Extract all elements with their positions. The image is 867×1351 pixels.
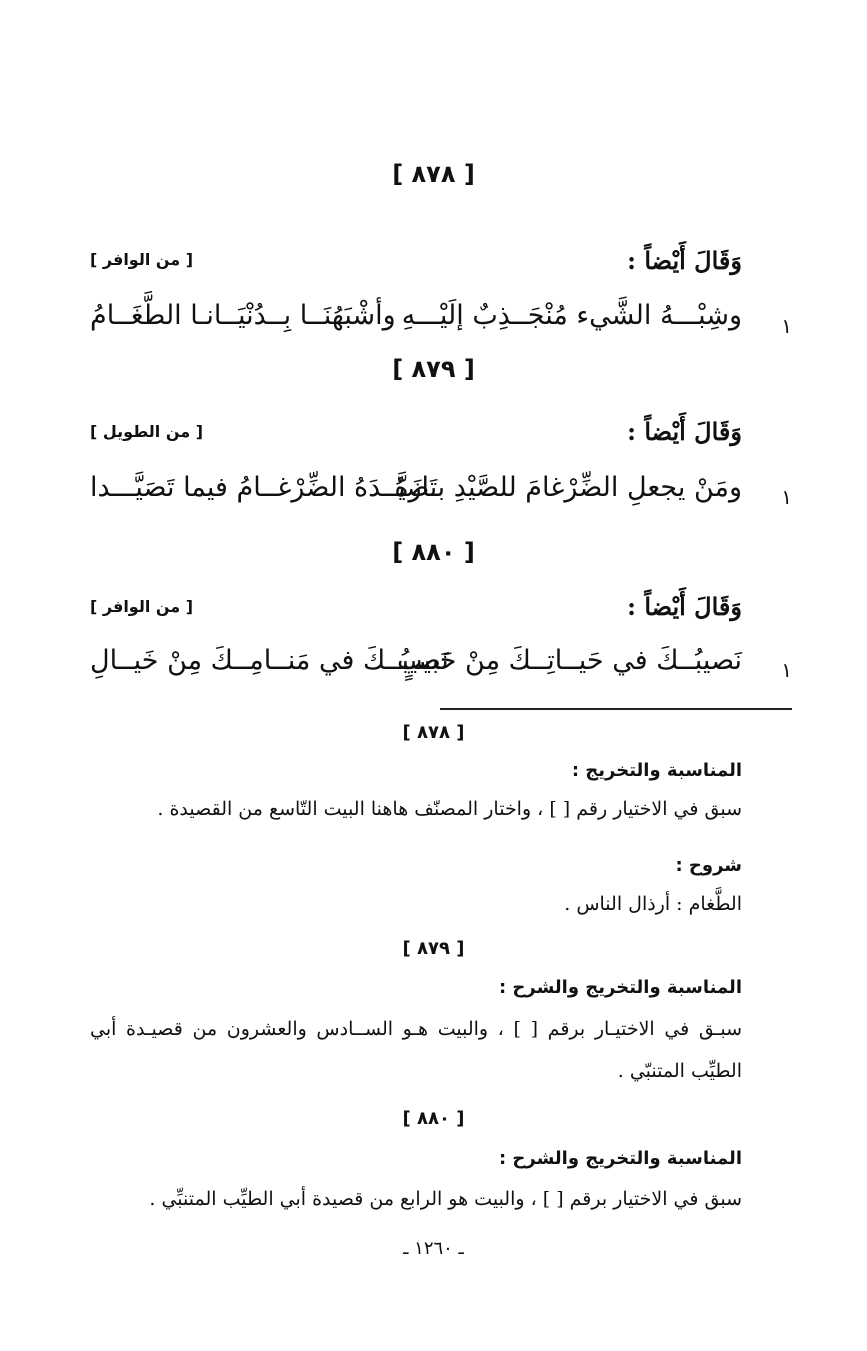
verse-hemistich-second: وأشْبَهُنَــا بِــدُنْيَــانـا الطَّغَــامُ	[90, 300, 396, 331]
note-title: المناسبة والتخريج :	[571, 760, 742, 781]
note-number: [ ٨٧٨ ]	[402, 722, 465, 743]
page-number: ـ ١٢٦٠ ـ	[403, 1238, 464, 1259]
verse-number: ١	[781, 485, 792, 509]
verse-number: ١	[781, 658, 792, 682]
note-text: سبق في الاختيار رقم [ ] ، واختار المصنّف هاهنا البيت التّاسع من القصيدة .	[157, 798, 742, 820]
note-title: شروح :	[675, 855, 742, 876]
poem-meter: [ من الوافر ]	[90, 250, 194, 269]
verse-hemistich-first: وشِبْـــهُ الشَّيء مُنْجَــذِبٌ إلَيْـــهِ	[401, 300, 742, 331]
note-title: المناسبة والتخريج والشرح :	[498, 1148, 742, 1169]
poem-intro: وَقَالَ أَيْضاً :	[627, 246, 742, 275]
poem-meter: [ من الطويل ]	[90, 422, 204, 441]
note-text: سبق في الاختيار برقم [ ] ، والبيت هو الرابع من قصيدة أبي الطيِّب المتنبِّي .	[149, 1188, 742, 1210]
poem-number: [ ٨٧٨ ]	[392, 160, 475, 188]
note-text: الطَّغام : أرذال الناس .	[564, 893, 742, 915]
footnote-divider	[440, 708, 792, 710]
verse-hemistich-first: نَصيبُــكَ في حَيــاتِــكَ مِنْ حَبيبٍ	[396, 645, 742, 676]
note-number: [ ٨٧٩ ]	[402, 938, 465, 959]
note-title: المناسبة والتخريج والشرح :	[498, 977, 742, 998]
verse-hemistich-first: ومَنْ يجعلِ الضِّرْغامَ للصَّيْدِ بـازَهُ	[394, 472, 742, 503]
poem-number: [ ٨٨٠ ]	[392, 538, 475, 566]
verse-hemistich-second: نَصيبُــكَ في مَنــامِــكَ مِنْ خَيــالِ	[90, 645, 449, 676]
note-text: الطيِّب المتنبّي .	[617, 1060, 742, 1082]
poem-meter: [ من الوافر ]	[90, 597, 194, 616]
verse-number: ١	[781, 314, 792, 338]
poem-intro: وَقَالَ أَيْضاً :	[627, 592, 742, 621]
note-text: سبـق في الاختيـار برقم [ ] ، والبيت هـو الســادس والعشرون من قصيـدة أبي	[90, 1018, 742, 1040]
poem-number: [ ٨٧٩ ]	[392, 355, 475, 383]
note-number: [ ٨٨٠ ]	[402, 1108, 465, 1129]
poem-intro: وَقَالَ أَيْضاً :	[627, 417, 742, 446]
verse-hemistich-second: تَصيَّــدَهُ الضِّرْغــامُ فيما تَصَيَّـــدا	[90, 472, 438, 503]
